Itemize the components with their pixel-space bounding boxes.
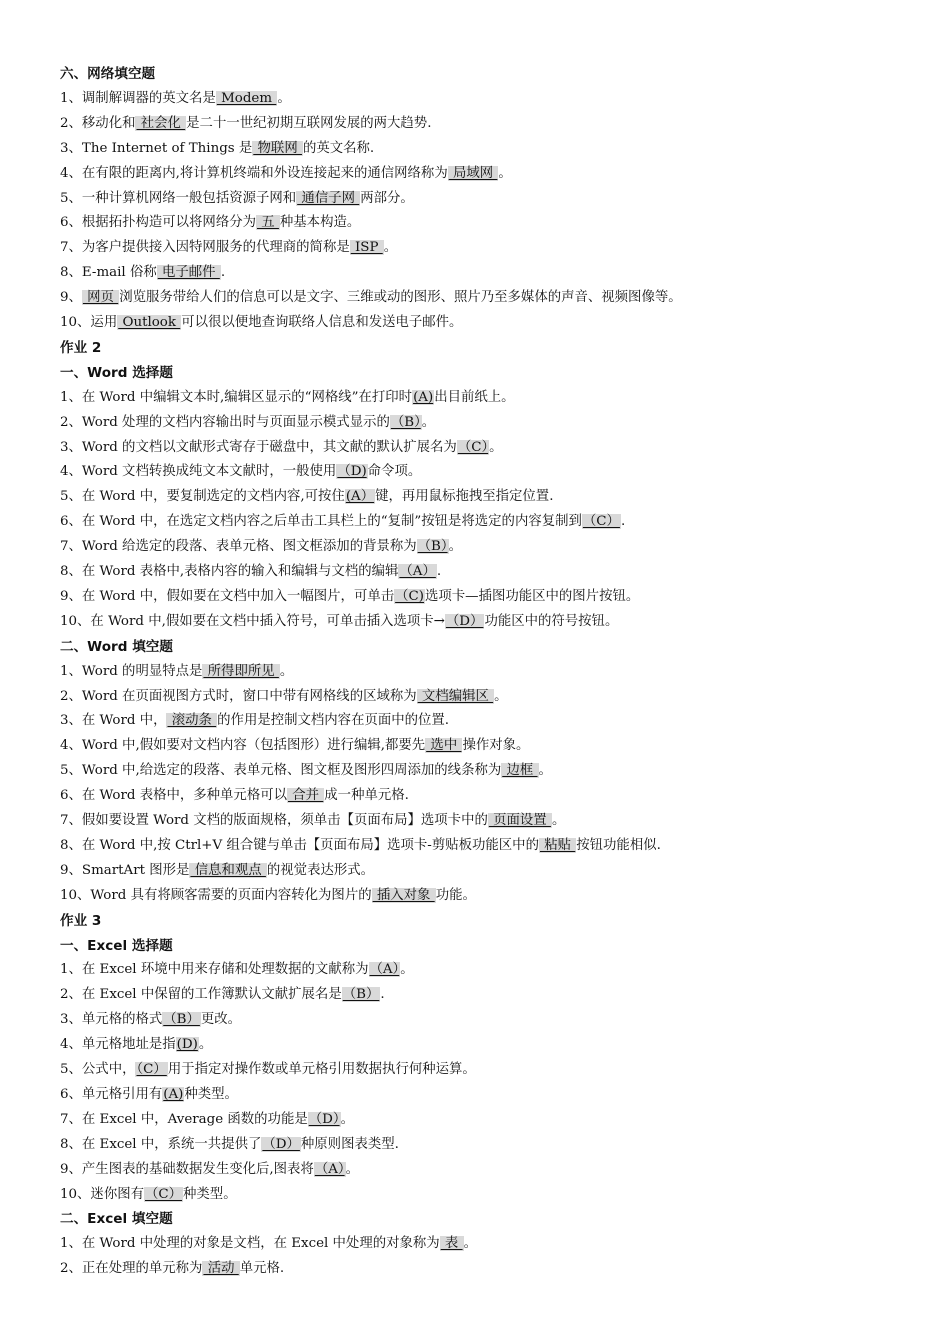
question-text: 浏览服务带给人们的信息可以是文字、三维或动的图形、照片乃至多媒体的声音、视频图像等。 <box>119 290 682 306</box>
question-text: 。 <box>538 763 552 779</box>
question-text: . <box>620 514 626 530</box>
question-text: 1、调制解调器的英文名是 <box>60 90 216 106</box>
answer-blank: 粘贴 <box>539 837 576 853</box>
answer-blank: 边框 <box>502 763 538 779</box>
answer-blank: 物联网 <box>253 140 302 156</box>
section-heading: 二、Word 填空题 <box>60 638 173 655</box>
question-text: 种基本构造。 <box>279 215 361 231</box>
question-text: 。 <box>489 439 503 455</box>
question-text: 单元格. <box>239 1261 285 1277</box>
answer-blank: 社会化 <box>136 115 186 131</box>
question-text: 选项卡—插图功能区中的图片按钮。 <box>425 588 640 604</box>
question-text: 6、在 Word 表格中，多种单元格可以 <box>60 788 287 804</box>
question-text: 6、在 Word 中，在选定文档内容之后单击工具栏上的“复制”按钮是将选定的内容复制到 <box>60 514 582 530</box>
question-line <box>60 1234 477 1256</box>
answer-blank: 通信子网 <box>297 190 360 206</box>
question-text: 种原则图表类型. <box>300 1136 399 1152</box>
question-line <box>60 1085 238 1107</box>
question-line <box>60 736 529 758</box>
question-text: 9、产生图表的基础数据发生变化后,图表将 <box>60 1161 314 1177</box>
question-text: 的作用是控制文档内容在页面中的位置. <box>217 713 450 729</box>
question-line <box>60 1160 359 1182</box>
question-line <box>60 89 291 111</box>
question-text: 10、Word 具有将顾客需要的页面内容转化为图片的 <box>60 887 372 903</box>
answer-blank: （B） <box>390 414 421 430</box>
answer-blank: （D） <box>262 1136 300 1152</box>
question-text: 5、公式中， <box>60 1062 136 1077</box>
question-text: 3、Word 的文档以文献形式寄存于磁盘中，其文献的默认扩展名为 <box>60 439 457 455</box>
question-text: 9、SmartArt 图形是 <box>60 862 190 878</box>
question-text: . <box>220 265 226 281</box>
question-text: 2、Word 处理的文档内容输出时与页面显示模式显示的 <box>60 414 390 430</box>
question-line <box>60 960 414 982</box>
question-text: 4、单元格地址是指 <box>60 1037 176 1053</box>
question-text: 1、Word 的明显特点是 <box>60 663 203 679</box>
answer-blank: 活动 <box>203 1261 239 1277</box>
question-text: 。 <box>277 90 291 106</box>
question-line <box>60 487 553 509</box>
answer-blank: 五 <box>257 215 279 231</box>
question-line <box>60 1259 284 1281</box>
question-line <box>60 786 409 808</box>
question-text: 是二十一世纪初期互联网发展的两大趋势. <box>186 115 432 131</box>
answer-blank: （C） <box>582 514 620 530</box>
question-line <box>60 811 565 833</box>
question-text: 10、在 Word 中,假如要在文档中插入符号，可单击插入选项卡→ <box>60 613 445 629</box>
question-text: 6、单元格引用有 <box>60 1086 163 1102</box>
question-line <box>60 388 515 410</box>
answer-blank: （D) <box>337 464 367 480</box>
question-line <box>60 537 462 559</box>
answer-blank: （C) <box>395 588 424 604</box>
answer-blank: （B） <box>342 987 380 1003</box>
question-line <box>60 139 374 161</box>
answer-blank: 局域网 <box>448 165 498 181</box>
question-text: 1、在 Word 中编辑文本时,编辑区显示的“网格线”在打印时 <box>60 389 413 405</box>
question-line <box>60 587 639 609</box>
question-line <box>60 1110 354 1132</box>
question-text: 3、The Internet of Things 是 <box>60 140 253 156</box>
question-line <box>60 213 360 235</box>
question-text: 3、在 Word 中， <box>60 713 167 729</box>
question-text: 4、Word 文档转换成纯文本文献时，一般使用 <box>60 464 337 480</box>
question-text: 可以很以便地查询联络人信息和发送电子邮件。 <box>181 315 463 330</box>
question-line <box>60 1060 476 1082</box>
answer-blank: ISP <box>350 240 383 256</box>
question-line <box>60 836 661 858</box>
section-heading: 六、网络填空题 <box>60 66 156 82</box>
question-text: 。 <box>494 688 508 704</box>
question-line <box>60 114 431 136</box>
question-text: 。 <box>448 539 462 555</box>
question-text: 2、在 Excel 中保留的工作簿默认文献扩展名是 <box>60 987 342 1003</box>
section-heading: 作业 3 <box>60 912 102 929</box>
question-text: 。 <box>551 813 566 828</box>
question-text: 2、Word 在页面视图方式时，窗口中带有网格线的区域称为 <box>60 688 417 704</box>
question-text: 键，再用鼠标拖拽至指定位置. <box>375 489 554 505</box>
question-text: 5、在 Word 中，要复制选定的文档内容,可按住 <box>60 489 345 505</box>
question-text: 1、在 Excel 环境中用来存储和处理数据的文献称为 <box>60 962 369 978</box>
question-text: 2、移动化和 <box>60 115 136 131</box>
answer-blank: （A） <box>314 1161 345 1177</box>
question-line <box>60 512 625 534</box>
question-text: 3、单元格的格式 <box>60 1012 163 1028</box>
question-line <box>60 238 397 260</box>
question-text: 9、在 Word 中，假如要在文档中加入一幅图片，可单击 <box>60 588 395 604</box>
answer-blank: 文档编辑区 <box>417 688 494 704</box>
question-text: 种类型。 <box>184 1086 238 1102</box>
question-line <box>60 1135 399 1157</box>
question-text: 7、在 Excel 中，Average 函数的功能是 <box>60 1111 308 1127</box>
question-line <box>60 313 462 335</box>
question-text: 1、在 Word 中处理的对象是文档，在 Excel 中处理的对象称为 <box>60 1236 440 1252</box>
answer-blank: （C） <box>136 1062 167 1077</box>
question-line <box>60 438 503 460</box>
question-text: 更改。 <box>200 1012 242 1028</box>
question-text: 按钮功能相似. <box>576 837 661 853</box>
answer-blank: 选中 <box>426 738 462 754</box>
answer-blank: 滚动条 <box>167 713 217 729</box>
answer-blank: 合并 <box>288 788 324 804</box>
answer-blank: （C） <box>457 439 489 455</box>
answer-blank: （A） <box>369 962 400 978</box>
question-text: 。 <box>383 240 398 256</box>
question-line <box>60 413 435 435</box>
question-text: 9、 <box>60 290 82 306</box>
answer-blank: (D) <box>176 1037 198 1053</box>
question-text: . <box>380 987 385 1003</box>
question-text: 出目前纸上。 <box>434 389 515 405</box>
question-line <box>60 189 414 211</box>
question-text: 。 <box>498 165 512 181</box>
question-text: 命令项。 <box>367 464 422 480</box>
answer-blank: 网页 <box>82 290 119 306</box>
section-heading: 一、Excel 选择题 <box>60 937 173 954</box>
question-line <box>60 562 441 584</box>
question-text: 的视觉表达形式。 <box>266 862 375 878</box>
question-text: 功能区中的符号按钮。 <box>484 613 619 629</box>
question-text: 用于指定对操作数或单元格引用数据执行何种运算。 <box>167 1062 476 1077</box>
question-text: 2、正在处理的单元称为 <box>60 1261 203 1277</box>
question-text: 。 <box>421 414 436 430</box>
question-line <box>60 761 552 783</box>
question-line <box>60 1185 237 1207</box>
question-line <box>60 985 385 1007</box>
answer-blank: 页面设置 <box>488 813 551 828</box>
question-text: 6、根据拓扑构造可以将网络分为 <box>60 215 256 231</box>
question-text: 操作对象。 <box>462 738 530 754</box>
question-text: 7、为客户提供接入因特网服务的代理商的简称是 <box>60 240 350 256</box>
question-text: 8、在 Word 中,按 Ctrl+V 组合键与单击【页面布局】选项卡-剪贴板功能区中的 <box>60 837 539 853</box>
question-text: 。 <box>340 1111 354 1127</box>
question-text: 。 <box>463 1236 477 1252</box>
question-text: 两部分。 <box>360 190 414 206</box>
question-line <box>60 164 512 186</box>
question-text: 8、在 Excel 中，系统一共提供了 <box>60 1136 262 1152</box>
question-text: 成一种单元格. <box>324 788 409 804</box>
question-text: 7、假如要设置 Word 文档的版面规格，须单击【页面布局】选项卡中的 <box>60 813 488 828</box>
answer-blank: （D） <box>445 613 484 629</box>
question-line <box>60 263 225 285</box>
question-text: 10、运用 <box>60 315 118 330</box>
answer-blank: （A） <box>399 564 436 579</box>
question-text: 5、一种计算机网络一般包括资源子网和 <box>60 190 297 206</box>
section-heading: 作业 2 <box>60 339 102 356</box>
question-text: 。 <box>198 1037 213 1053</box>
question-text: 。 <box>345 1161 359 1177</box>
answer-blank: （D） <box>308 1111 340 1127</box>
question-line <box>60 687 508 709</box>
question-text: 种类型。 <box>183 1186 237 1202</box>
question-text: 10、迷你图有 <box>60 1186 144 1202</box>
question-line <box>60 612 618 634</box>
section-heading: 二、Excel 填空题 <box>60 1211 173 1228</box>
answer-blank: Modem <box>216 90 277 106</box>
question-text: 。 <box>400 962 414 978</box>
answer-blank: 信息和观点 <box>190 862 266 878</box>
question-text: 。 <box>279 663 294 679</box>
answer-blank: 电子邮件 <box>157 265 220 281</box>
question-text: 8、E-mail 俗称 <box>60 265 157 281</box>
question-text: 的英文名称. <box>302 140 375 156</box>
question-text: 4、在有限的距离内,将计算机终端和外设连接起来的通信网络称为 <box>60 165 448 181</box>
answer-blank: 表 <box>440 1236 463 1252</box>
answer-blank: (A) <box>163 1086 184 1102</box>
question-text: 7、Word 给选定的段落、表单元格、图文框添加的背景称为 <box>60 539 417 555</box>
question-line <box>60 662 293 684</box>
question-text: 8、在 Word 表格中,表格内容的输入和编辑与文档的编辑 <box>60 564 399 579</box>
answer-blank: Outlook <box>118 315 181 330</box>
question-line <box>60 886 476 908</box>
question-text: 5、Word 中,给选定的段落、表单元格、图文框及图形四周添加的线条称为 <box>60 763 502 779</box>
question-line <box>60 1035 212 1057</box>
section-heading: 一、Word 选择题 <box>60 364 173 381</box>
question-line <box>60 711 449 733</box>
answer-blank: （C） <box>145 1186 183 1202</box>
answer-blank: （B） <box>163 1012 200 1028</box>
answer-blank: （B） <box>417 539 448 555</box>
question-text: . <box>436 564 442 579</box>
question-line <box>60 1010 241 1032</box>
question-text: 4、Word 中,假如要对文档内容（包括图形）进行编辑,都要先 <box>60 738 426 754</box>
answer-blank: 插入对象 <box>372 887 435 903</box>
answer-blank: (A） <box>345 489 375 505</box>
question-line <box>60 861 374 883</box>
answer-blank: 所得即所见 <box>203 663 279 679</box>
answer-blank: (A) <box>413 389 434 405</box>
question-text: 功能。 <box>435 887 476 903</box>
question-line <box>60 288 682 310</box>
question-line <box>60 462 421 484</box>
